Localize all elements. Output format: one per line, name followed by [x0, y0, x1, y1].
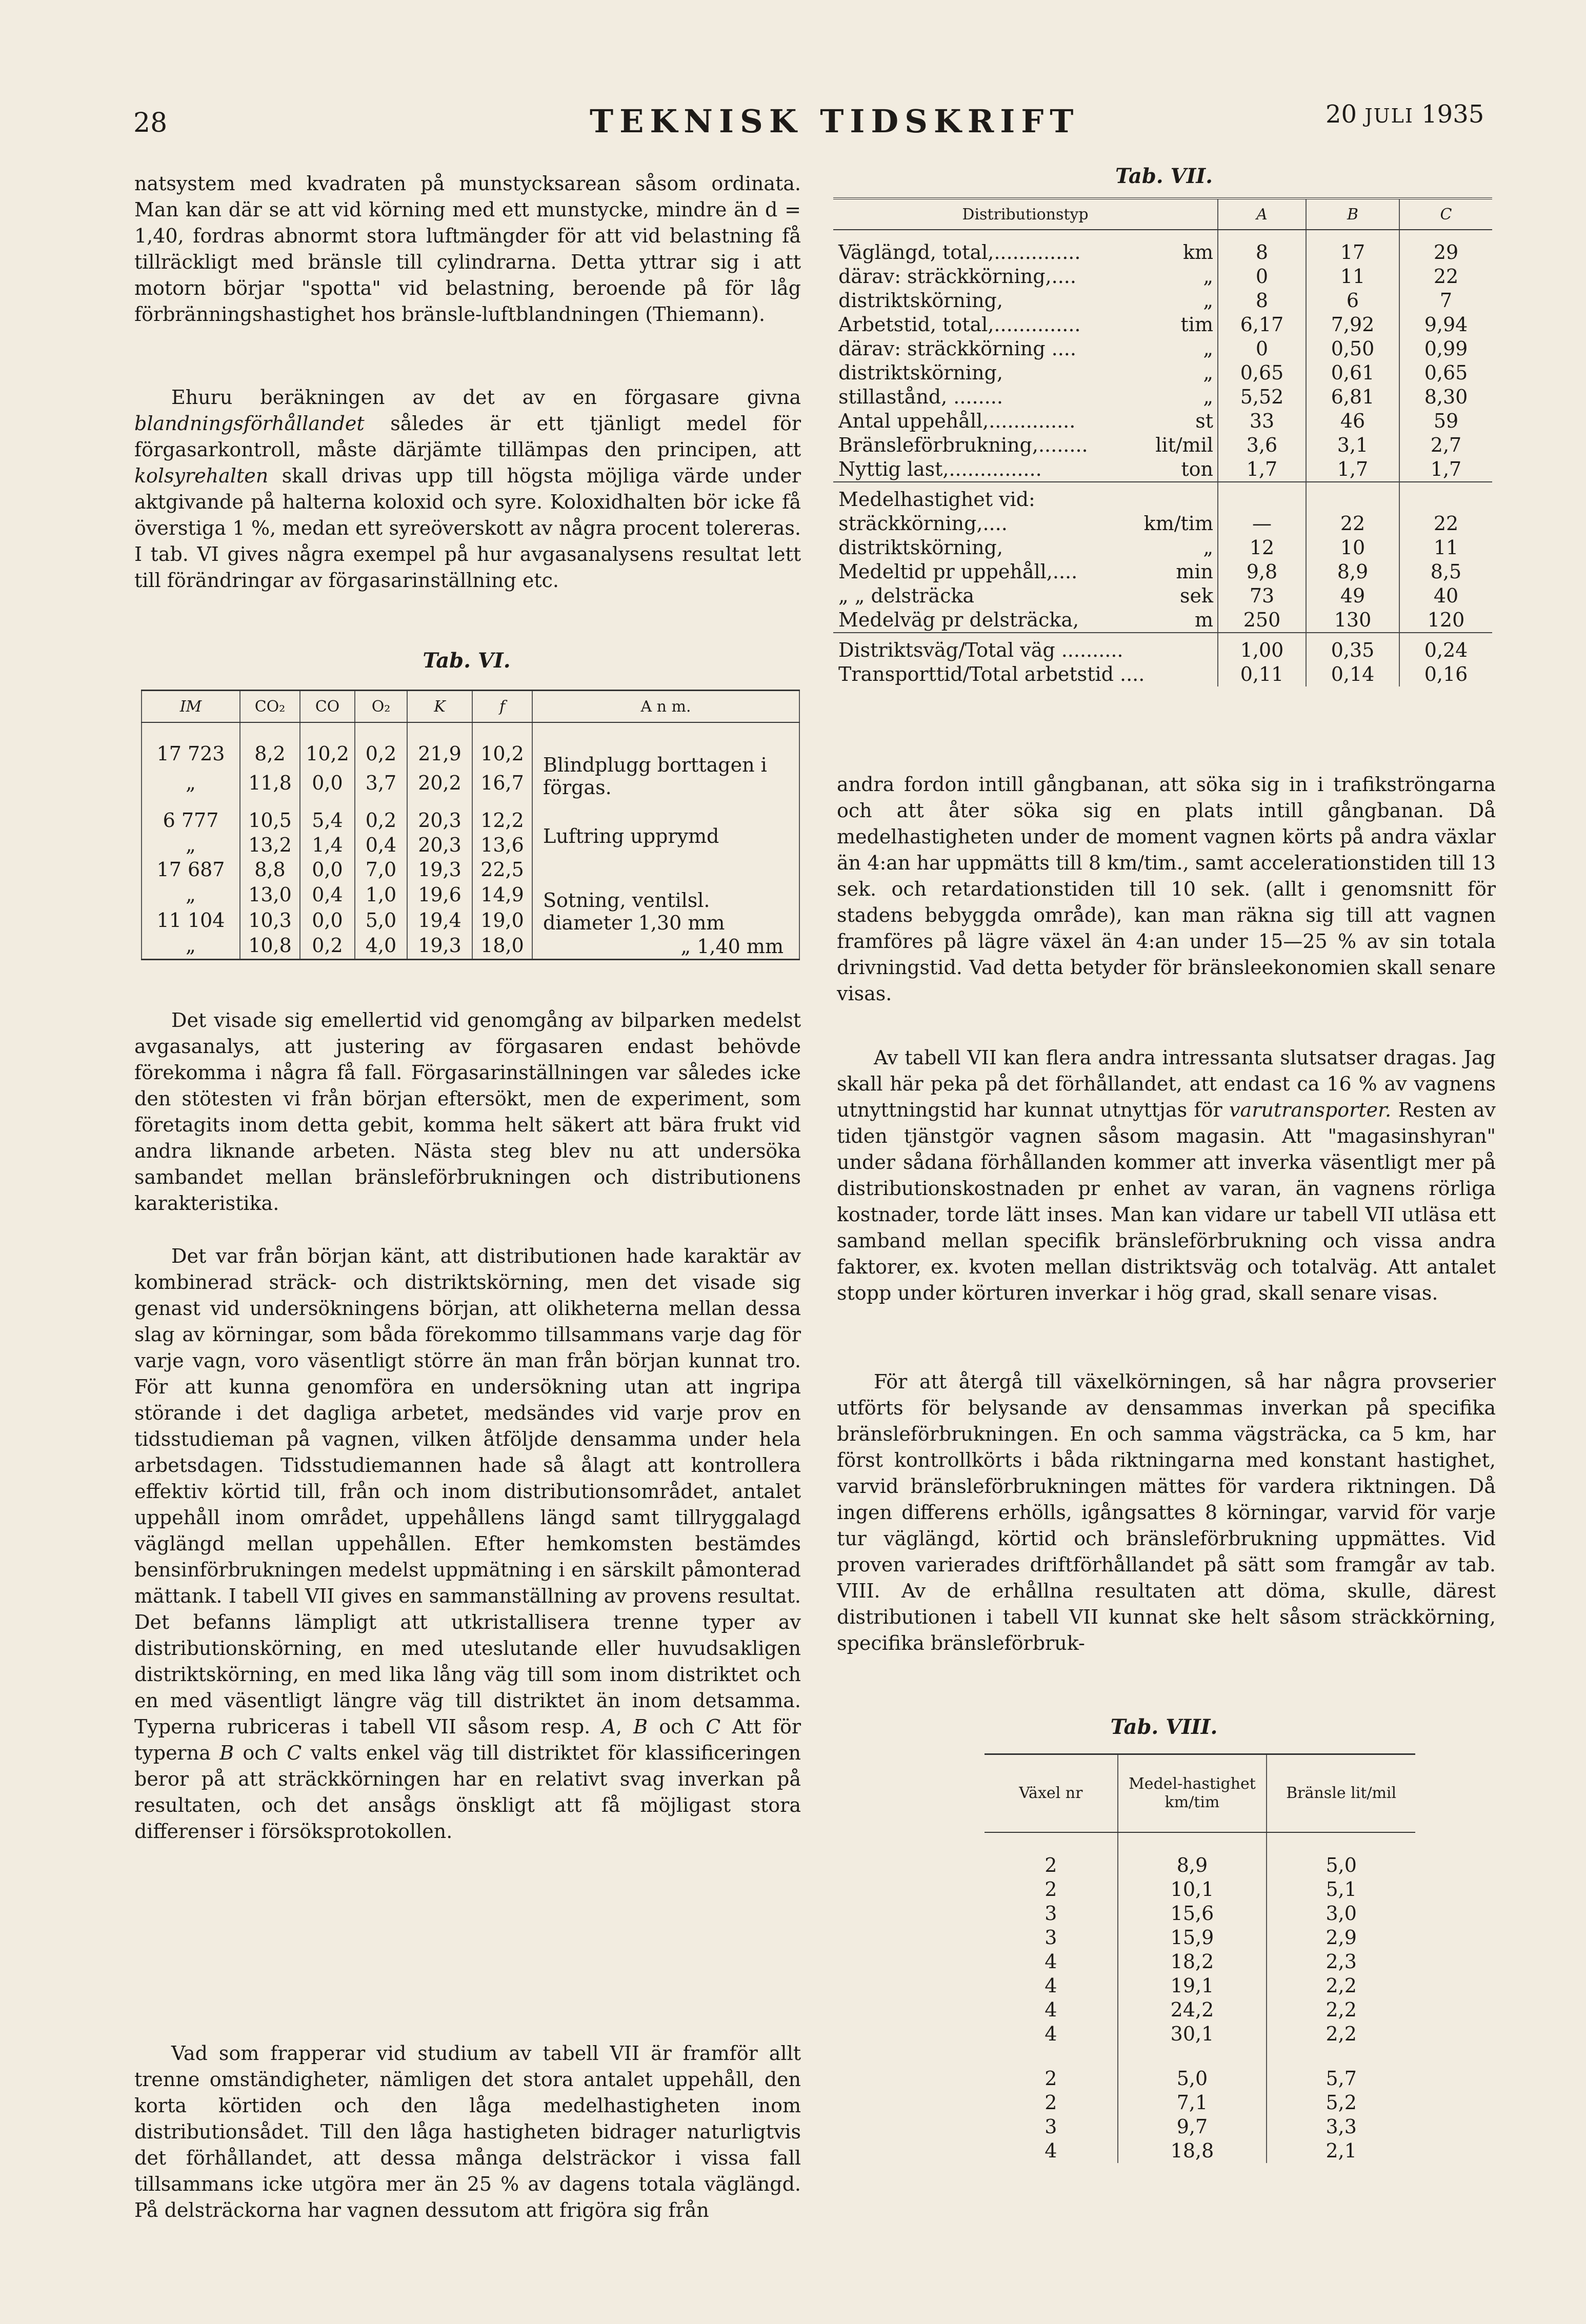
cell: 5,0	[1267, 1832, 1415, 1877]
cell: 18,0	[472, 934, 532, 960]
cell: 73	[1218, 584, 1306, 608]
row-label: Medeltid pr uppehåll,....	[838, 560, 1078, 583]
unit: km/tim	[1143, 512, 1213, 535]
cell: 3,7	[355, 772, 407, 799]
col-header: CO₂	[240, 691, 300, 723]
cell: 6	[1306, 289, 1399, 313]
cell: 0,2	[355, 799, 407, 834]
cell: 8,2	[240, 722, 300, 772]
cell: 3,6	[1218, 433, 1306, 457]
table-header-row	[142, 691, 799, 723]
cell: 46	[1306, 409, 1399, 433]
cell: 0,14	[1306, 662, 1399, 686]
table-row	[985, 1974, 1415, 1998]
cell: „	[142, 883, 240, 908]
cell: 0,0	[300, 858, 355, 883]
cell: 10	[1306, 536, 1399, 560]
table-row	[985, 2115, 1415, 2139]
cell	[1218, 482, 1306, 512]
unit: m	[1131, 608, 1218, 633]
cell: 3	[1045, 1902, 1057, 1925]
row-label: Medelväg pr delsträcka,	[833, 608, 1131, 633]
cell: 4	[1045, 2139, 1057, 2162]
table-row	[833, 560, 1492, 584]
cell: 6,81	[1306, 385, 1399, 409]
cell: 0,2	[300, 934, 355, 960]
table-row	[985, 1832, 1415, 1877]
text-run: Det var från början känt, att distributionen hade karaktär av kombinerad sträck- och distriktskörning, men det visade sig genast vid undersökningens början, att olikheterna mellan dessa slag av körningar, som båda förekommo tillsammans varje dag för varje vagn, voro väsentligt större än man från början kunnat tro. För att kunna genomföra en undersökning utan att ingripa störande i det dagliga arbetet, medsändes vid varje prov en tidsstudieman på vagnen, vilken åtföljde densamma under hela arbetsdagen. Tidsstudiemannen hade så ålagt att kontrollera effektiv körtid till, från och inom distributionsområdet, antalet uppehåll inom området, uppehållens längd samt tillryggalagd väglängd mellan uppehållen. Efter hemkomsten bestämdes bensinförbrukningen medelst uppmätning i en särskilt påmonterad mättank. I tabell VII gives en sammanställning av provens resultat. Det befanns lämpligt att utkristallisera trenne typer av distributionskörning, en med uteslutande eller huvudsakligen distriktskörning, en med lika lång väg till som inom distriktet och en med väsentligt längre väg till distriktet än inom detsamma. Typerna rubriceras i tabell VII såsom resp.	[134, 1245, 801, 1738]
cell: 2,1	[1267, 2139, 1415, 2163]
spacer-row	[833, 230, 1492, 240]
cell: 0,0	[300, 772, 355, 799]
row-label: Bränsleförbrukning,........	[838, 434, 1088, 456]
note-cell: Blindplugg borttagen i förgas.	[532, 722, 799, 799]
cell: „	[142, 772, 240, 799]
cell: 1,7	[1218, 457, 1306, 482]
cell: 2,2	[1267, 2022, 1415, 2046]
row-label: Nyttig last,...............	[833, 457, 1131, 482]
cell: 24,2	[1118, 1998, 1267, 2022]
cell: 3	[1045, 1926, 1057, 1949]
row-label: Transporttid/Total arbetstid ....	[838, 663, 1145, 685]
unit: ton	[1131, 457, 1218, 482]
table-row	[833, 433, 1492, 457]
spacer-cell	[1118, 2046, 1267, 2067]
unit: „	[1203, 265, 1213, 288]
italic-term: varutransporter.	[1229, 1099, 1392, 1121]
table-row	[833, 361, 1492, 385]
cell: 5,4	[300, 799, 355, 834]
table-row	[985, 2067, 1415, 2091]
cell: 11	[1306, 265, 1399, 289]
cell: 7,1	[1118, 2091, 1267, 2115]
table-8	[985, 1753, 1415, 2163]
cell: 22	[1306, 512, 1399, 536]
cell: 5,2	[1267, 2091, 1415, 2115]
unit: st	[1195, 410, 1213, 432]
cell: 6,17	[1218, 313, 1306, 337]
italic-term: C	[706, 1715, 721, 1738]
cell: 29	[1399, 240, 1492, 265]
cell: 0,24	[1399, 633, 1492, 662]
cell: 11	[1399, 536, 1492, 560]
cell: 49	[1306, 584, 1399, 608]
cell: 1,7	[1306, 457, 1399, 482]
cell: 7,92	[1306, 313, 1399, 337]
table-row	[833, 313, 1492, 337]
page-number: 28	[133, 108, 168, 138]
cell: 11,8	[240, 772, 300, 799]
table-header-row	[985, 1754, 1415, 1833]
table-row	[985, 2091, 1415, 2115]
cell: 8	[1218, 289, 1306, 313]
spacer-cell	[833, 230, 1218, 240]
table-row	[142, 722, 799, 772]
row-label: Väglängd, total,..............	[838, 241, 1081, 264]
cell: 5,52	[1218, 385, 1306, 409]
italic-term: B	[219, 1742, 234, 1764]
row-label: „ „ delsträcka	[838, 584, 975, 607]
text-run: skall drivas upp till högsta möjliga värde under aktgivande på halterna koloxid och syre. Koloxidhalten bör icke få överstiga 1 %, medan ett syreöverskott av några procent tolereras. I tab. VI gives några exempel på hur avgasanalysens resultat lett till förändringar av förgasarinställning etc.	[134, 464, 801, 592]
cell: 13,6	[472, 834, 532, 858]
unit: „	[1203, 386, 1213, 408]
text-run: Av tabell VII kan flera andra intressanta slutsatser dragas. Jag skall här peka på det förhållandet, att endast ca 16 % av vagnens utnyttningstid har kunnat utnyttjas för	[837, 1046, 1496, 1121]
cell: 9,94	[1399, 313, 1492, 337]
cell	[1306, 482, 1399, 512]
col-header: A n m.	[532, 691, 799, 723]
right-paragraph-1: andra fordon intill gångbanan, att söka sig in i trafikströngarna och att åter söka sig en plats intill gångbanan. Då medelhastigheten under de moment vagnen körts på andra växlar än 4:an har uppmätts till 8 km/tim., samt accelerationstiden till 13 sek. och retardationstiden till 10 sek. (allt i genomsnitt för stadens bebyggda område), kan man räkna sig till att vagnen framföres på lägre växel än 4:an under 15—25 % av sin totala drivningstid. Vad detta betyder för bränsleekonomien skall senare visas.	[837, 773, 1496, 1005]
table-row	[985, 1877, 1415, 1902]
cell: 8,5	[1399, 560, 1492, 584]
table-row	[985, 1902, 1415, 1926]
table-row	[833, 289, 1492, 313]
cell: 0,50	[1306, 337, 1399, 361]
col-header: Medel-hastighet km/tim	[1118, 1754, 1267, 1833]
cell: 5,1	[1267, 1877, 1415, 1902]
cell: 4	[1045, 1998, 1057, 2021]
cell: 11 104	[142, 909, 240, 934]
table-row	[833, 512, 1492, 536]
cell: 19,3	[407, 858, 472, 883]
italic-term: B	[633, 1715, 648, 1738]
cell: 8,9	[1118, 1832, 1267, 1877]
table-row	[142, 799, 799, 834]
cell: 250	[1218, 608, 1306, 633]
cell: 0,61	[1306, 361, 1399, 385]
table-row	[833, 482, 1492, 512]
unit: km	[1182, 241, 1213, 264]
cell: 20,3	[407, 834, 472, 858]
cell: 1,7	[1399, 457, 1492, 482]
table-row	[833, 584, 1492, 608]
cell: 4	[1045, 1974, 1057, 1997]
unit: min	[1176, 560, 1213, 583]
cell: 5,7	[1267, 2067, 1415, 2091]
cell: 1,0	[355, 883, 407, 908]
cell: 40	[1399, 584, 1492, 608]
spacer-cell	[1399, 230, 1492, 240]
text-run: Att för typerna	[134, 1715, 801, 1764]
right-paragraph-3: För att återgå till växelkörningen, så har några provserier utförts för belysande av densammas inverkan på specifika bränsleförbrukningen. En och samma vägsträcka, ca 5 km, har först kontrollkörts i båda riktningarna med konstant hastighet, varvid bränsleförbrukningen mättes för vardera riktningen. Då ingen differens erhölls, igångsattes 8 körningar, varvid för varje tur väglängd, körtid och bränsleförbrukning uppmättes. Vid proven varierades driftförhållandet på sätt som framgår av tab. VIII. Av de erhållna resultaten att döma, skulle, därest distributionen i tabell VII kunnat ske helt såsom sträckkörning, specifika bränsleförbruk-	[837, 1370, 1496, 1654]
row-label: därav: sträckkörning,....	[838, 265, 1076, 288]
spacer-cell	[985, 2046, 1118, 2067]
right-paragraph-2	[837, 1045, 1496, 1306]
text-run: således är ett tjänligt medel för förgasarkontroll, måste därjämte tillämpas den principen, att	[134, 412, 801, 461]
text-run: och	[234, 1742, 287, 1764]
table-row	[833, 265, 1492, 289]
cell: 8,30	[1399, 385, 1492, 409]
italic-term: blandningsförhållandet	[134, 412, 365, 435]
table-row	[833, 536, 1492, 560]
note-cell: Luftring upprymd	[532, 799, 799, 858]
italic-term: C	[287, 1742, 302, 1764]
table-row	[985, 1926, 1415, 1950]
col-header: f	[472, 691, 532, 723]
cell	[1399, 482, 1492, 512]
left-paragraph-5: Vad som frapperar vid studium av tabell VII är framför allt trenne omständigheter, nämligen det stora antalet uppehåll, den korta körtiden och den låga medelhastigheten inom distributionsådet. Till den låga hastigheten bidrager naturligtvis det förhållandet, att dessa många delsträckor i vissa fall tillsammans icke utgöra mer än 25 % av dagens totala väglängd. På delsträckorna har vagnen dessutom att frigöra sig från	[134, 2042, 801, 2221]
cell: 12,2	[472, 799, 532, 834]
cell: 17 723	[142, 722, 240, 772]
table-row	[833, 240, 1492, 265]
col-header: O₂	[355, 691, 407, 723]
table-row	[142, 858, 799, 883]
cell: 22	[1399, 265, 1492, 289]
cell: 0,2	[355, 722, 407, 772]
cell: 13,2	[240, 834, 300, 858]
date-day: 20	[1326, 100, 1357, 129]
cell: 1,4	[300, 834, 355, 858]
cell: 59	[1399, 409, 1492, 433]
col-header: C	[1399, 198, 1492, 230]
cell: 22,5	[472, 858, 532, 883]
text-run: ,	[615, 1715, 634, 1738]
table-row	[833, 337, 1492, 361]
cell: 2	[1045, 1854, 1057, 1876]
unit: „	[1203, 361, 1213, 384]
table-header-row	[833, 198, 1492, 230]
table-6	[141, 690, 800, 960]
col-header: Växel nr	[985, 1754, 1118, 1833]
cell: 0	[1218, 265, 1306, 289]
cell: 9,8	[1218, 560, 1306, 584]
unit: „	[1203, 289, 1213, 312]
note-cell: Sotning, ventilsl. diameter 1,30 mm	[532, 858, 799, 934]
row-label: Antal uppehåll,..............	[838, 410, 1076, 432]
left-paragraph-1: natsystem med kvadraten på munstycksarean såsom ordinata. Man kan där se att vid körning med ett munstycke, mindre än d = 1,40, fordras abnormt stora luftmängder för att vid belastning få tillräckligt med bränsle till cylindrarna. Detta yttrar sig i att motorn börjar "spotta" vid belastning, beroende på för låg förbränningshastighet hos bränsle-luftblandningen (Thiemann).	[134, 172, 801, 326]
row-label: distriktskörning,	[838, 289, 1003, 312]
cell: 0,35	[1306, 633, 1399, 662]
cell: 6 777	[142, 799, 240, 834]
cell: 3	[1045, 2115, 1057, 2138]
cell: 30,1	[1118, 2022, 1267, 2046]
cell: 2	[1045, 2091, 1057, 2114]
table-row	[833, 662, 1492, 686]
unit: lit/mil	[1155, 434, 1213, 456]
cell: 5,0	[355, 909, 407, 934]
cell: 2	[1045, 1878, 1057, 1901]
cell: 2,7	[1399, 433, 1492, 457]
table-row	[985, 2022, 1415, 2046]
cell: 0,65	[1399, 361, 1492, 385]
row-label: Distriktsväg/Total väg ..........	[838, 639, 1123, 661]
journal-title: TEKNISK TIDSKRIFT	[590, 103, 1080, 140]
text-run: Resten av tiden tjänstgör vagnen såsom magasin. Att "magasinshyran" under sådana förhållanden kommer att inverka väsentligt mer på distributionskostnaden pr enhet av varan, än vagnens rörliga kostnader, torde lätt inses. Man kan vidare ur tabell VII utläsa ett samband mellan specifik bränsleförbrukning och vissa andra faktorer, ex. kvoten mellan distriktsväg och totalväg. Att antalet stopp under körturen inverkar i hög grad, skall senare visas.	[837, 1099, 1496, 1304]
cell: 0,4	[355, 834, 407, 858]
cell: 0,0	[300, 909, 355, 934]
cell: 130	[1306, 608, 1399, 633]
cell: 3,1	[1306, 433, 1399, 457]
cell: 0,99	[1399, 337, 1492, 361]
cell: 120	[1399, 608, 1492, 633]
cell: 8	[1218, 240, 1306, 265]
cell: 7	[1399, 289, 1492, 313]
cell: 14,9	[472, 883, 532, 908]
date-month: JULI	[1364, 105, 1414, 127]
left-paragraph-4	[134, 1243, 801, 1845]
cell: 5,0	[1118, 2067, 1267, 2091]
table-7	[833, 197, 1492, 686]
col-header: A	[1218, 198, 1306, 230]
cell: 15,9	[1118, 1926, 1267, 1950]
cell: 4	[1045, 1950, 1057, 1973]
cell: 10,3	[240, 909, 300, 934]
cell: 4	[1045, 2023, 1057, 2045]
cell: 10,1	[1118, 1877, 1267, 1902]
unit	[1131, 482, 1218, 512]
cell: 20,2	[407, 772, 472, 799]
cell: 21,9	[407, 722, 472, 772]
cell: 0,65	[1218, 361, 1306, 385]
spacer-row	[985, 2046, 1415, 2067]
cell: 18,8	[1118, 2139, 1267, 2163]
left-paragraph-2	[134, 385, 801, 594]
spacer-cell	[1306, 230, 1399, 240]
cell: 17 687	[142, 858, 240, 883]
table-row	[985, 1950, 1415, 1974]
text-run: valts enkel väg till distriktet för klassificeringen beror på att sträckkörningen har en relativt svag inverkan på resultaten, och det ansågs önskligt att få möjligast stora differenser i försöksprotokollen.	[134, 1742, 801, 1843]
row-label: distriktskörning,	[838, 536, 1003, 559]
cell: „	[142, 934, 240, 960]
unit: sek	[1179, 584, 1213, 607]
cell: 20,3	[407, 799, 472, 834]
cell: 17	[1306, 240, 1399, 265]
cell: 13,0	[240, 883, 300, 908]
unit: tim	[1180, 313, 1213, 336]
unit: „	[1203, 337, 1213, 360]
col-header: Distributionstyp	[833, 198, 1218, 230]
cell: 3,0	[1267, 1902, 1415, 1926]
cell: 2	[1045, 2067, 1057, 2090]
table-row	[142, 934, 799, 960]
cell: 12	[1218, 536, 1306, 560]
col-header: Bränsle lit/mil	[1267, 1754, 1415, 1833]
cell: 15,6	[1118, 1902, 1267, 1926]
cell: 2,2	[1267, 1998, 1415, 2022]
cell: 8,9	[1306, 560, 1399, 584]
italic-term: A	[601, 1715, 616, 1738]
row-label: distriktskörning,	[838, 361, 1003, 384]
cell: 8,8	[240, 858, 300, 883]
col-header: B	[1306, 198, 1399, 230]
table-row	[833, 608, 1492, 633]
col-header: CO	[300, 691, 355, 723]
unit: „	[1203, 536, 1213, 559]
table-row	[833, 457, 1492, 482]
text-run: och	[648, 1715, 706, 1738]
cell: 0	[1218, 337, 1306, 361]
row-label: sträckkörning,....	[838, 512, 1008, 535]
cell: 19,6	[407, 883, 472, 908]
row-label: Arbetstid, total,..............	[838, 313, 1081, 336]
col-header: K	[407, 691, 472, 723]
cell: 2,3	[1267, 1950, 1415, 1974]
cell: 7,0	[355, 858, 407, 883]
cell: 19,0	[472, 909, 532, 934]
cell: 3,3	[1267, 2115, 1415, 2139]
text-run: Ehuru beräkningen av det av en förgasare givna	[171, 386, 801, 409]
cell: —	[1218, 512, 1306, 536]
cell: 9,7	[1118, 2115, 1267, 2139]
cell: 18,2	[1118, 1950, 1267, 1974]
cell: 10,8	[240, 934, 300, 960]
date-year: 1935	[1421, 100, 1484, 129]
cell: 16,7	[472, 772, 532, 799]
cell: 22	[1399, 512, 1492, 536]
table-row	[833, 385, 1492, 409]
cell: 2,2	[1267, 1974, 1415, 1998]
cell: 0,11	[1218, 662, 1306, 686]
cell: 10,5	[240, 799, 300, 834]
cell: 0,4	[300, 883, 355, 908]
row-label: Medelhastighet vid:	[838, 488, 1035, 511]
table-row	[833, 409, 1492, 433]
tab6-caption: Tab. VI.	[423, 649, 511, 673]
issue-date	[1326, 100, 1484, 129]
row-label: stillastånd, ........	[838, 386, 1003, 408]
table-row	[985, 2139, 1415, 2163]
spacer-cell	[1267, 2046, 1415, 2067]
cell: 1,00	[1218, 633, 1306, 662]
note-cell: „ 1,40 mm	[532, 934, 799, 960]
cell: 0,16	[1399, 662, 1492, 686]
spacer-cell	[1218, 230, 1306, 240]
col-header: IM	[142, 691, 240, 723]
cell: 19,1	[1118, 1974, 1267, 1998]
cell: 19,4	[407, 909, 472, 934]
cell: 33	[1218, 409, 1306, 433]
table-row	[833, 633, 1492, 662]
cell: 19,3	[407, 934, 472, 960]
row-label: därav: sträckkörning ....	[838, 337, 1076, 360]
italic-term: kolsyrehalten	[134, 464, 269, 487]
tab8-caption: Tab. VIII.	[1110, 1715, 1218, 1739]
tab7-caption: Tab. VII.	[1115, 164, 1213, 188]
cell: 10,2	[300, 722, 355, 772]
cell: 4,0	[355, 934, 407, 960]
cell: 10,2	[472, 722, 532, 772]
left-paragraph-3: Det visade sig emellertid vid genomgång av bilparken medelst avgasanalys, att justering av förgasaren endast behövde förekomma i några få fall. Förgasarinställningen var således icke den stötesten vi från början eftersökt, men de experiment, som företagits inom detta gebit, komma helt säkert att bära frukt vid andra liknande arbeten. Nästa steg blev nu att undersöka sambandet mellan bränsleförbrukningen och distributionens karakteristika.	[134, 1009, 801, 1215]
cell: 2,9	[1267, 1926, 1415, 1950]
cell: „	[142, 834, 240, 858]
table-row	[985, 1998, 1415, 2022]
